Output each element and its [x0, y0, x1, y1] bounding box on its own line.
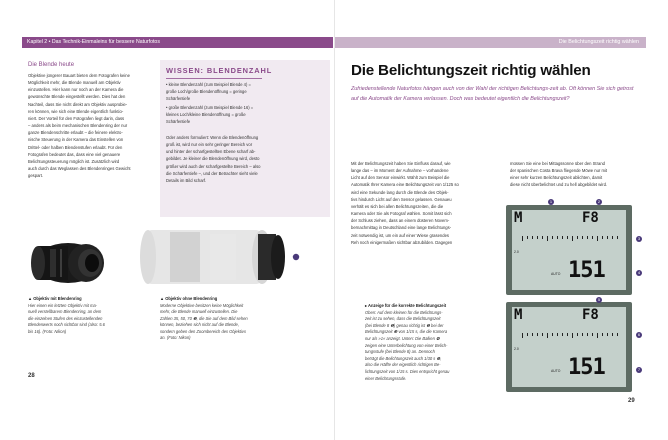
body-line: Drittel- oder halben Blendenstufen erlaubt. Für den: [28, 144, 123, 150]
marker-6: 6: [637, 332, 641, 337]
lcd2-auto: AUTO: [551, 369, 561, 373]
lens-with-aperture-ring-image: [30, 240, 110, 286]
scale-tick: [562, 236, 563, 239]
body-line: nische Steuerung in der Kamera das Einstellen von: [28, 137, 124, 143]
lcd1-auto: AUTO: [551, 272, 561, 276]
scale-tick: [547, 236, 548, 241]
lcd-annotation-caption: [365, 303, 503, 382]
annotation-line: nur als »1« anzeigt. Unten: Die Balken ❹: [365, 335, 440, 341]
body-line: Nachteil, dass Sie nicht direkt am Objektiv ausprobie-: [28, 101, 128, 107]
body-line: der Schluss ziehen, dass an einem düsteren Novem-: [351, 218, 450, 224]
body-line: diese nicht überbelichtet und zu hell abgebildet wird.: [510, 182, 608, 188]
body-line: tivs hindurch Licht auf den Sensor gelassen. Genaueu: [351, 196, 452, 202]
scale-tick: [592, 333, 593, 336]
body-line: lange das – im Moment der Aufnahme – vorhandene: [351, 168, 449, 174]
scale-tick: [542, 333, 543, 336]
scale-tick: [582, 333, 583, 336]
info-box-line: die Schärfentiefe –, und der Betrachter sieht viele: [166, 170, 258, 176]
body-line: ganze Blendenschritte erlaubt – die feinere elektro-: [28, 130, 123, 136]
marker-2: 2: [597, 199, 601, 204]
scale-tick: [572, 333, 573, 338]
scale-tick: [577, 236, 578, 239]
body-line: Licht auf den Sensor einwirkt. Wählt zum Beispiel die: [351, 175, 450, 181]
lcd2-mode: M: [514, 307, 523, 323]
bullet-line: kleines Loch/kleine Blendenöffnung = große: [166, 112, 246, 117]
annotation-line: lichtungszeit von 1/15 s. Dies entspricht genau: [365, 368, 450, 374]
body-line: einer sehr kurzen Belichtungszeit ablichten, damit: [510, 175, 603, 181]
body-line: Kamera oder Sie als Fotograf wählen. Somit lässt sich: [351, 211, 452, 217]
lcd2-iso: 2.0: [514, 347, 519, 351]
scale-tick: [597, 236, 598, 241]
caption-lens-2: [160, 296, 288, 342]
scale-tick: [562, 333, 563, 336]
caption-line: Hier einen ein letzten Objektiv mit ma-: [28, 302, 98, 308]
bullet-line: große Loch/große Blendenöffnung = geringe: [166, 89, 247, 94]
page-gutter: [334, 0, 335, 440]
scale-tick: [617, 236, 618, 239]
scale-tick: [552, 333, 553, 336]
body-line: zeit notwendig ist, um ein auf einer Wiese grasendes: [351, 232, 449, 238]
lcd2-aperture: F8: [582, 307, 599, 323]
caption-line: sondern geben den Zoombereich des Objektivs: [160, 328, 247, 334]
scale-tick: [612, 333, 613, 336]
caption-lens-1: [28, 296, 140, 335]
body-line: Fotografen bedeutet das, dass eine viel genauere: [28, 151, 121, 157]
annotation-line: einer Belichtungsstufe.: [365, 375, 407, 381]
scale-tick: [602, 333, 603, 336]
scale-tick: [527, 236, 528, 239]
lcd1-shutter: 151: [568, 258, 605, 283]
scale-tick: [577, 333, 578, 336]
scale-tick: [602, 236, 603, 239]
scale-tick: [557, 333, 558, 336]
marker-3: 3: [637, 236, 641, 241]
annotation-line: zeigen eine Unterbelichtung von einer Belich-: [365, 342, 448, 348]
info-box-line: groß ist, wird nur ein sehr geringer Bereich vor: [166, 142, 253, 148]
caption-title: ▲ Objektiv mit Blendenring: [28, 296, 82, 301]
subheading: Die Blende heute: [28, 62, 75, 68]
lcd1-iso: 2.0: [514, 250, 519, 254]
body-line: Mit der Belichtungszeit haben Sie Einfluss darauf, wie: [351, 161, 451, 166]
caption-line: Moderne Objektive besitzen keine Möglichkeit: [160, 302, 244, 308]
info-bullet-1: [166, 81, 266, 102]
scale-tick: [532, 236, 533, 239]
scale-tick: [557, 236, 558, 239]
scale-tick: [527, 333, 528, 336]
body-line: gewünschte Blende eingestellt werden. Dies hat den: [28, 94, 126, 100]
page-number-right: 29: [628, 398, 635, 404]
body-line: niert. Der Vorteil für den Fotografen liegt darin, dass: [28, 115, 125, 121]
body-line: einzustellen. Hier kann nur noch an der Kamera die: [28, 87, 124, 93]
intro-paragraph: Zufriedenstellende Naturfotos hängen auch von der Wahl der richtigen Belichtungs-zeit ab. Oft können Sie sich getrost auf die Automatik der Kamera verlassen. Doch was bedeutet eigentlich die Belichtungszeit?: [351, 86, 634, 102]
body-line: verhält es sich bei allen Belichtungszeiten, die die: [351, 203, 444, 209]
annotation-line: tungsstufe (bei Blende 8) an. Dennoch: [365, 349, 435, 355]
scale-tick: [597, 333, 598, 338]
scale-tick: [592, 236, 593, 239]
scale-tick: [532, 333, 533, 336]
scale-tick: [607, 236, 608, 239]
lcd1-mode: M: [514, 210, 523, 226]
body-line: gespart.: [28, 173, 44, 179]
lcd1-aperture: F8: [582, 210, 599, 226]
annotation-line: Oben: Auf dem kleinen für die Belichtungs-: [365, 309, 443, 315]
info-box-title: WISSEN: BLENDENZAHL: [166, 66, 273, 75]
lcd2-shutter: 151: [568, 355, 605, 380]
body-line: Belichtungssteuerung möglich ist. Zusätzlich wird: [28, 158, 120, 164]
right-body-column-1: [351, 160, 501, 246]
body-line: Automatik Ihrer Kamera eine Belichtungszeit von 1/125 so: [351, 182, 459, 188]
annotation-title: ▸ Anzeige für die korrekte Belichtungszeit: [365, 303, 447, 308]
info-box-line: größer wird auch der scharfgestellte Bereich – also: [166, 163, 261, 169]
info-box-line: Oder anders formuliert: Wenn die Blendenöffnung: [166, 135, 259, 140]
scale-tick: [567, 236, 568, 239]
lens-without-aperture-ring-image: [140, 222, 310, 292]
scale-tick: [522, 236, 523, 241]
bullet-line: Schärfentiefe: [166, 119, 191, 124]
caption-line: mehr, die Blende manuell einzustellen. Die: [160, 309, 238, 314]
annotation-line: also die Hälfte der eigentlich richtigen Be-: [365, 362, 441, 368]
scale-tick: [612, 236, 613, 239]
info-box-paragraph: [166, 134, 291, 184]
scale-tick: [587, 236, 588, 239]
info-box-line: und hinter der scharfgestellten Ebene scharf ab-: [166, 149, 256, 155]
marker-4: 4: [637, 270, 641, 275]
scale-tick: [572, 236, 573, 241]
info-box-rule: [166, 78, 262, 79]
scale-tick: [587, 333, 588, 336]
bullet-line: Schärfentiefe: [166, 96, 191, 101]
marker-5: 5: [597, 297, 601, 302]
annotation-line: zeit ist zu sehen, dass die Belichtungszeit: [365, 316, 441, 322]
body-line: bernachmittag in Deutschland eine lange Belichtungs-: [351, 225, 452, 231]
caption-line: nuell verstellbarem Blendenring, an dem: [28, 309, 102, 314]
scale-tick: [537, 333, 538, 336]
marker-1: 1: [549, 199, 553, 204]
body-line: wird eine Sekunde lang durch die Blende des Objek-: [351, 189, 449, 195]
scale-tick: [552, 236, 553, 239]
page-title: Die Belichtungszeit richtig wählen: [351, 62, 591, 79]
info-box-line: gebildet. Je kleiner die Blendenöffnung wird, desto: [166, 156, 260, 162]
left-body-text: [28, 72, 158, 179]
info-box-line: Details im Bild scharf.: [166, 177, 207, 183]
body-line: auch durch das Weglassen des Blendenringes Gewicht: [28, 166, 131, 172]
scale-tick: [582, 236, 583, 239]
body-line: müssen Sie eine bei Mittagssonne über den Strand: [510, 161, 605, 166]
marker-7: 7: [637, 367, 641, 372]
caption-line: Zahlen 35, 50, 70 ❶, die Sie auf dem Bild sehen: [160, 315, 248, 321]
info-bullet-2: [166, 104, 266, 125]
bullet-line: • große Blendenzahl (zum Beispiel Blende 16) =: [166, 105, 254, 110]
caption-line: bis 16). (Foto: Nikon): [28, 328, 67, 334]
page-number-left: 28: [28, 373, 35, 379]
caption-line: die einzelnen Stufen des einzustellenden: [28, 315, 103, 321]
scale-tick: [547, 333, 548, 338]
body-line: Objektive jüngerer Bauart bieten dem Fotografen keine: [28, 73, 130, 78]
scale-tick: [522, 333, 523, 338]
body-line: ren können, wie sich eine Blende eigentlich funktio-: [28, 108, 124, 114]
scale-tick: [542, 236, 543, 239]
body-line: Möglichkeit mehr, die Blende manuell am Objektiv: [28, 80, 121, 86]
annotation-line: Belichtungszeit ❸ von 1/15 s, die die Kamera: [365, 329, 448, 335]
left-running-header: Kapitel 2 • Das Technik-Einmaleins für bessere Naturfotos: [22, 37, 333, 48]
scale-tick: [617, 333, 618, 336]
body-line: – anders als beim mechanischen Blendenring der nur: [28, 123, 128, 129]
body-line: der spanischen Costa Brava fliegende Möwe nur mit: [510, 168, 608, 174]
right-running-header: Die Belichtungszeit richtig wählen: [335, 37, 646, 48]
scale-tick: [537, 236, 538, 239]
bullet-line: • kleine Blendenzahl (zum Beispiel Blende 4) =: [166, 82, 251, 87]
caption-line: können, beziehen sich nicht auf die Blende,: [160, 322, 239, 327]
scale-tick: [607, 333, 608, 336]
caption-line: an. (Foto: Nikon): [160, 335, 191, 340]
scale-tick: [567, 333, 568, 336]
body-line: Reh noch einigermaßen sichtbar abzubilden. Dagegen: [351, 239, 453, 245]
caption-line: Blendenwerts noch sichtbar sind (also: 5.6: [28, 322, 105, 327]
caption-title: ▲ Objektiv ohne Blendenring: [160, 296, 218, 301]
right-body-column-2: [510, 160, 645, 189]
annotation-line: beträgt die Belichtungszeit auch 1/30 s ❺,: [365, 355, 442, 361]
annotation-line: (bei Blende 8 ❶) genau richtig ist ❷ bei der: [365, 322, 444, 328]
